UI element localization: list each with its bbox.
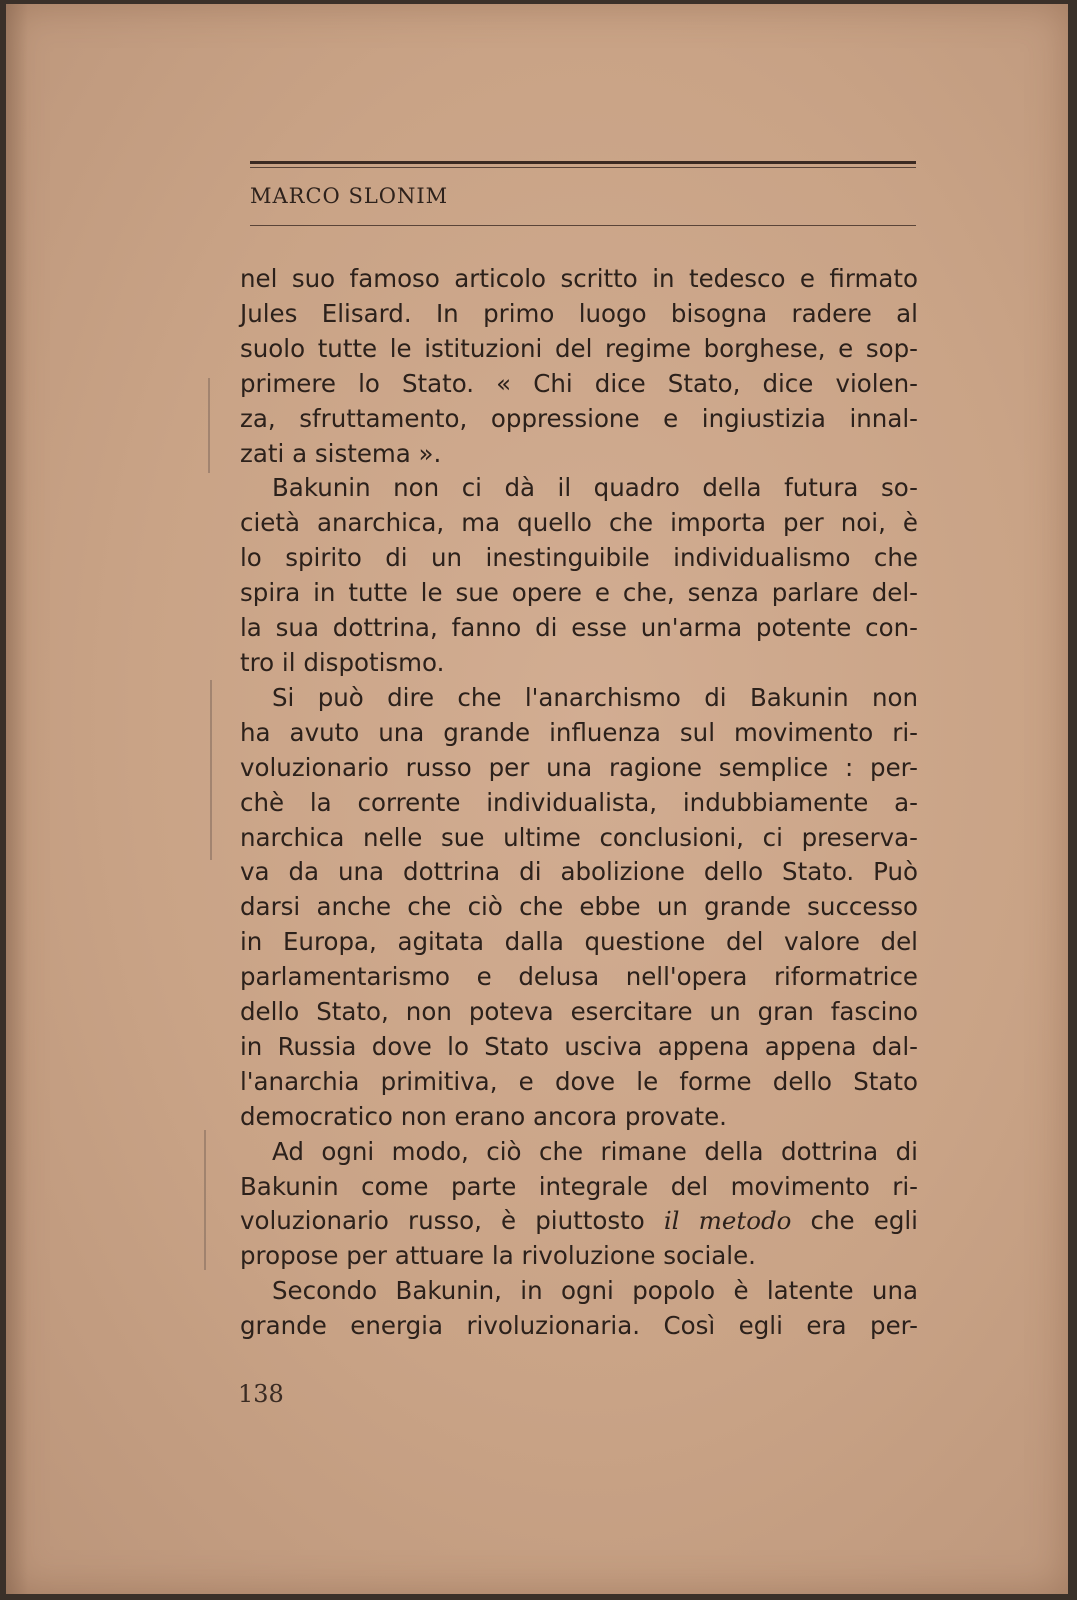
header-rule-under xyxy=(250,225,916,226)
text-line: va da una dottrina di abolizione dello Stato. Può xyxy=(240,857,918,887)
text-line: spira in tutte le sue opere e che, senza parlare del- xyxy=(240,578,918,608)
text-line: za, sfruttamento, oppressione e ingiustizia innal- xyxy=(240,403,918,433)
text-line: in Russia dove lo Stato usciva appena appena dal- xyxy=(240,1031,918,1061)
paragraph xyxy=(240,1274,918,1344)
text-line: la sua dottrina, fanno di esse un'arma potente con- xyxy=(240,613,918,643)
text-line: Bakunin come parte integrale del movimento ri- xyxy=(240,1171,918,1201)
header-rule-thin xyxy=(250,167,916,168)
text-line: zati a sistema ». xyxy=(240,438,442,468)
text-line: nel suo famoso articolo scritto in tedesco e firmato xyxy=(240,264,918,293)
text-line: democratico non erano ancora provate. xyxy=(240,1101,727,1131)
paragraph xyxy=(240,681,918,1135)
text-line: tro il dispotismo. xyxy=(240,647,445,677)
margin-pencil-mark xyxy=(210,680,212,860)
header-rule-thick xyxy=(250,161,916,164)
paragraph xyxy=(240,262,918,471)
text-line: narchica nelle sue ultime conclusioni, ci preserva- xyxy=(240,822,918,852)
margin-pencil-mark xyxy=(204,1130,206,1270)
body-text xyxy=(240,262,918,1344)
text-line: chè la corrente individualista, indubbiamente a- xyxy=(240,787,918,817)
text-line: primere lo Stato. « Chi dice Stato, dice violen- xyxy=(240,368,918,398)
text-line-mixed xyxy=(240,1204,918,1239)
text-line: parlamentarismo e delusa nell'opera riformatrice xyxy=(240,962,918,992)
text-line: grande energia rivoluzionaria. Così egli era per- xyxy=(240,1311,918,1341)
text-line: voluzionario russo per una ragione semplice : per- xyxy=(240,752,918,782)
text-line: Jules Elisard. In primo luogo bisogna radere al xyxy=(240,298,918,328)
text-line: in Europa, agitata dalla questione del valore del xyxy=(240,927,918,957)
text-fragment: voluzionario russo, è piuttosto xyxy=(240,1206,645,1236)
text-line: Ad ogni modo, ciò che rimane della dottrina di xyxy=(272,1136,918,1166)
page-number: 138 xyxy=(238,1380,284,1408)
text-line: dello Stato, non poteva esercitare un gran fascino xyxy=(240,997,918,1027)
paragraph xyxy=(240,471,918,680)
text-line: propose per attuare la rivoluzione sociale. xyxy=(240,1241,756,1271)
running-head: MARCO SLONIM xyxy=(250,184,449,208)
text-line: Bakunin non ci dà il quadro della futura so- xyxy=(272,473,918,503)
text-line: cietà anarchica, ma quello che importa per noi, è xyxy=(240,508,918,538)
text-line: Secondo Bakunin, in ogni popolo è latente una xyxy=(272,1276,918,1306)
text-line: ha avuto una grande influenza sul movimento ri- xyxy=(240,717,918,747)
page-edge-shadow xyxy=(6,4,28,1594)
text-line: suolo tutte le istituzioni del regime borghese, e sop- xyxy=(240,333,918,363)
text-line: l'anarchia primitiva, e dove le forme dello Stato xyxy=(240,1066,918,1096)
text-line: darsi anche che ciò che ebbe un grande successo xyxy=(240,892,918,922)
margin-pencil-mark xyxy=(208,378,210,473)
text-line: lo spirito di un inestinguibile individualismo che xyxy=(240,543,918,573)
text-fragment: che egli xyxy=(810,1206,918,1236)
italic-emphasis: il metodo xyxy=(663,1206,792,1236)
text-line: Si può dire che l'anarchismo di Bakunin non xyxy=(272,682,918,712)
paragraph xyxy=(240,1135,918,1275)
